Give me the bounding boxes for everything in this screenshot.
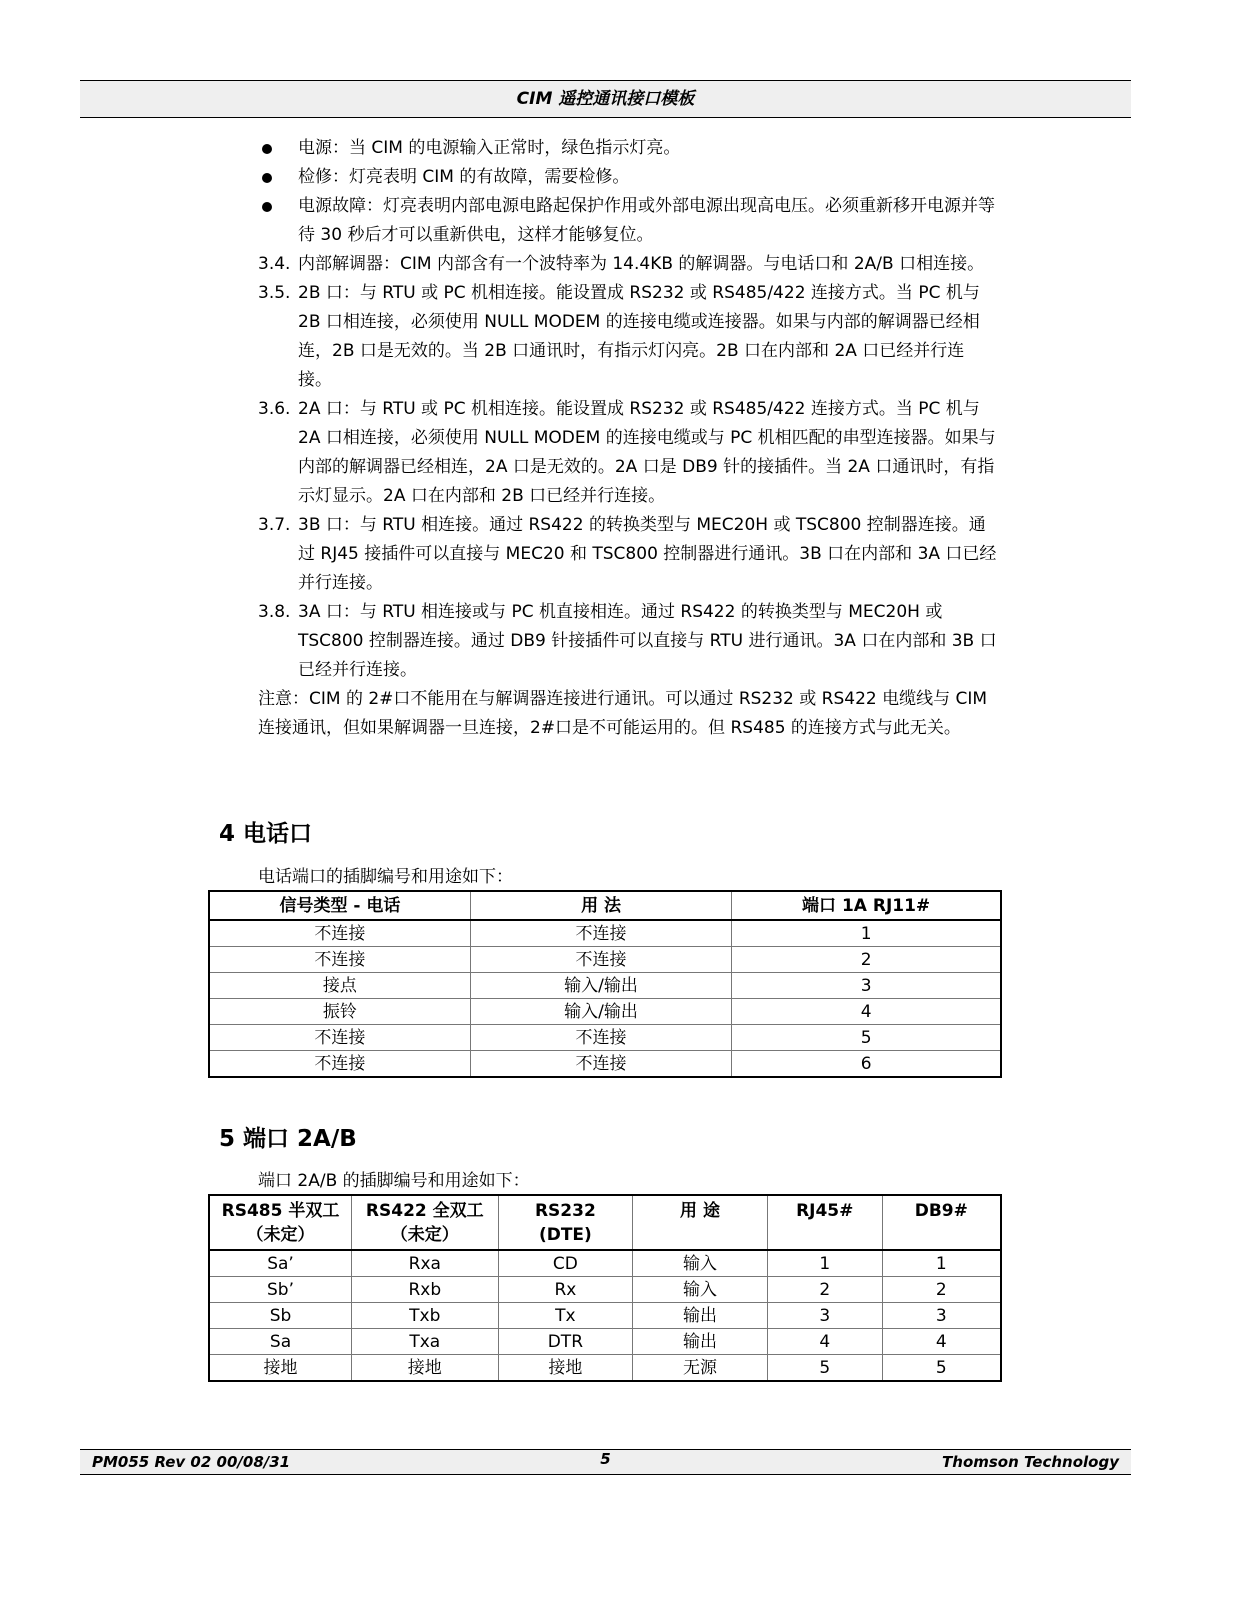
table-cell: 不连接	[209, 1051, 470, 1078]
numbered-item	[258, 250, 998, 279]
table-cell: 不连接	[470, 947, 731, 973]
table-cell: 不连接	[470, 920, 731, 947]
list-item	[258, 163, 998, 192]
table-cell: Sb	[209, 1303, 352, 1329]
table-cell: 不连接	[470, 1051, 731, 1078]
list-item	[258, 192, 998, 250]
page-header	[80, 80, 1131, 118]
table-cell: 不连接	[209, 947, 470, 973]
table-cell: 输入	[633, 1250, 768, 1277]
table-row	[209, 947, 1001, 973]
table-cell: 接点	[209, 973, 470, 999]
bullet-icon	[262, 144, 272, 154]
page-number: 5	[600, 1450, 611, 1468]
table-row	[209, 1277, 1001, 1303]
column-header	[352, 1195, 499, 1250]
column-header	[633, 1195, 768, 1250]
port-2ab-table	[208, 1194, 1002, 1382]
table-cell: Sa’	[209, 1250, 352, 1277]
numbered-item	[258, 279, 998, 395]
header-line: (DTE)	[538, 1225, 592, 1245]
phone-port-table	[208, 890, 1002, 1078]
table-cell: 1	[767, 1250, 882, 1277]
table-cell: Rx	[498, 1277, 633, 1303]
table-header-row	[209, 891, 1001, 920]
item-text: 3B 口：与 RTU 相连接。通过 RS422 的转换类型与 MEC20H 或 TSC800 控制器连接。通过 RJ45 接插件可以直接与 MEC20 和 TSC800 控制器进行通讯。3B 口在内部和 3A 口已经并行连接。	[298, 515, 997, 593]
table-cell: Sa	[209, 1329, 352, 1355]
document-revision: PM055 Rev 02 00/08/31	[92, 1453, 291, 1471]
item-text: 3A 口：与 RTU 相连接或与 PC 机直接相连。通过 RS422 的转换类型与 MEC20H 或 TSC800 控制器连接。通过 DB9 针接插件可以直接与 RTU 进行通讯。3A 口在内部和 3B 口已经并行连接。	[298, 602, 997, 680]
table-row	[209, 1329, 1001, 1355]
company-name: Thomson Technology	[942, 1453, 1119, 1471]
table-cell: 输出	[633, 1329, 768, 1355]
numbered-item	[258, 395, 998, 511]
bullet-icon	[262, 202, 272, 212]
table-cell: 无源	[633, 1355, 768, 1382]
table-cell: 输出	[633, 1303, 768, 1329]
column-header	[767, 1195, 882, 1250]
table-cell: 输入	[633, 1277, 768, 1303]
section-intro: 端口 2A/B 的插脚编号和用途如下：	[258, 1171, 530, 1191]
table-cell: Rxb	[352, 1277, 499, 1303]
table-cell: 3	[732, 973, 1001, 999]
page-footer	[80, 1449, 1131, 1475]
table-cell: 3	[882, 1303, 1001, 1329]
section-intro: 电话端口的插脚编号和用途如下：	[258, 867, 513, 887]
column-header	[209, 1195, 352, 1250]
table-cell: 2	[732, 947, 1001, 973]
list-item	[258, 134, 998, 163]
header-line: 用 途	[680, 1201, 720, 1221]
table-cell: Txa	[352, 1329, 499, 1355]
item-text: 2B 口：与 RTU 或 PC 机相连接。能设置成 RS232 或 RS485/422 连接方式。当 PC 机与 2B 口相连接，必须使用 NULL MODEM 的连接电缆或连接器。如果与内部的解调器已经相连，2B 口是无效的。当 2B 口通讯时，有指示灯闪亮。2B 口在内部和 2A 口已经并行连接。	[298, 283, 980, 390]
table-cell: 振铃	[209, 999, 470, 1025]
table-cell: 4	[767, 1329, 882, 1355]
header-line: RS422 全双工	[365, 1201, 484, 1221]
table-row	[209, 1355, 1001, 1382]
header-line: （未定）	[246, 1225, 315, 1245]
table-header-row	[209, 1195, 1001, 1250]
item-number: 3.6.	[258, 399, 291, 419]
table-row	[209, 1051, 1001, 1078]
header-line: RS232	[534, 1201, 596, 1221]
item-number: 3.8.	[258, 602, 291, 622]
table-cell: 2	[882, 1277, 1001, 1303]
table-cell: 输入/输出	[470, 999, 731, 1025]
numbered-item	[258, 511, 998, 598]
header-line: （未定）	[390, 1225, 459, 1245]
table-cell: 1	[882, 1250, 1001, 1277]
table-cell: 接地	[498, 1355, 633, 1382]
table-cell: Rxa	[352, 1250, 499, 1277]
body-text	[258, 134, 998, 743]
item-number: 3.7.	[258, 515, 291, 535]
table-cell: DTR	[498, 1329, 633, 1355]
item-number: 3.5.	[258, 283, 291, 303]
table-cell: CD	[498, 1250, 633, 1277]
section-heading: 4 电话口	[219, 821, 313, 847]
table-cell: 输入/输出	[470, 973, 731, 999]
table-cell: 不连接	[209, 1025, 470, 1051]
table-cell: 4	[732, 999, 1001, 1025]
table-row	[209, 973, 1001, 999]
table-cell: 1	[732, 920, 1001, 947]
header-title: CIM 遥控通讯接口模板	[516, 89, 695, 109]
table-cell: Sb’	[209, 1277, 352, 1303]
table-row	[209, 1250, 1001, 1277]
table-row	[209, 920, 1001, 947]
table-cell: 5	[767, 1355, 882, 1382]
table-cell: Txb	[352, 1303, 499, 1329]
header-line: DB9#	[914, 1201, 968, 1221]
header-line: RS485 半双工	[221, 1201, 340, 1221]
section-heading: 5 端口 2A/B	[219, 1126, 357, 1152]
table-row	[209, 1025, 1001, 1051]
column-header	[498, 1195, 633, 1250]
table-cell: 2	[767, 1277, 882, 1303]
table-cell: 5	[882, 1355, 1001, 1382]
item-number: 3.4.	[258, 254, 291, 274]
table-cell: 不连接	[470, 1025, 731, 1051]
column-header: 用 法	[470, 891, 731, 920]
bullet-icon	[262, 173, 272, 183]
table-row	[209, 1303, 1001, 1329]
table-cell: 3	[767, 1303, 882, 1329]
numbered-item	[258, 598, 998, 685]
bullet-text: 检修：灯亮表明 CIM 的有故障，需要检修。	[298, 167, 630, 187]
bullet-text: 电源：当 CIM 的电源输入正常时，绿色指示灯亮。	[298, 138, 681, 158]
column-header: 信号类型 - 电话	[209, 891, 470, 920]
item-text: 2A 口：与 RTU 或 PC 机相连接。能设置成 RS232 或 RS485/422 连接方式。当 PC 机与 2A 口相连接，必须使用 NULL MODEM 的连接电缆或与 PC 机相匹配的串型连接器。如果与内部的解调器已经相连，2A 口是无效的。2A 口是 DB9 针的接插件。当 2A 口通讯时，有指示灯显示。2A 口在内部和 2B 口已经并行连接。	[298, 399, 996, 506]
table-cell: 接地	[209, 1355, 352, 1382]
table-cell: 6	[732, 1051, 1001, 1078]
bullet-text: 电源故障：灯亮表明内部电源电路起保护作用或外部电源出现高电压。必须重新移开电源并等待 30 秒后才可以重新供电，这样才能够复位。	[298, 196, 995, 245]
column-header: 端口 1A RJ11#	[732, 891, 1001, 920]
table-cell: 4	[882, 1329, 1001, 1355]
item-text: 内部解调器：CIM 内部含有一个波特率为 14.4KB 的解调器。与电话口和 2A/B 口相连接。	[298, 254, 985, 274]
table-row	[209, 999, 1001, 1025]
column-header	[882, 1195, 1001, 1250]
table-cell: 接地	[352, 1355, 499, 1382]
note-paragraph: 注意：CIM 的 2#口不能用在与解调器连接进行通讯。可以通过 RS232 或 RS422 电缆线与 CIM 连接通讯，但如果解调器一旦连接，2#口是不可能运用的。但 RS485 的连接方式与此无关。	[258, 689, 988, 738]
table-cell: Tx	[498, 1303, 633, 1329]
header-line: RJ45#	[796, 1201, 854, 1221]
table-cell: 不连接	[209, 920, 470, 947]
table-cell: 5	[732, 1025, 1001, 1051]
